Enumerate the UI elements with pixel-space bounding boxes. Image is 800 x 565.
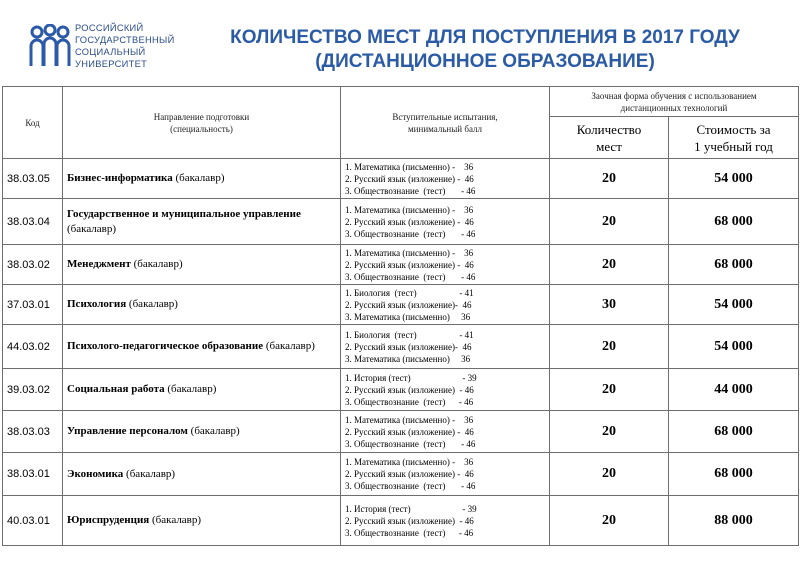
page-title [190,26,780,74]
university-logo [28,20,188,82]
row-direction: Бизнес-информатика (бакалавр) [63,159,341,199]
title-line-1: КОЛИЧЕСТВО МЕСТ ДЛЯ ПОСТУПЛЕНИЯ В 2017 ГОДУ [230,27,740,48]
row-direction: Психолого-педагогическое образование (бакалавр) [63,325,341,369]
row-cost: 44 000 [669,369,799,411]
table-row [3,369,799,411]
row-cost: 88 000 [669,496,799,546]
table-row [3,453,799,496]
table-row [3,159,799,199]
row-cost: 54 000 [669,325,799,369]
row-code: 40.03.01 [3,496,63,546]
row-seats: 20 [550,369,669,411]
title-line-2: (ДИСТАНЦИОННОЕ ОБРАЗОВАНИЕ) [315,51,655,72]
table-row [3,325,799,369]
row-cost: 54 000 [669,285,799,325]
row-exams: 1. Математика (письменно) - 36 2. Русский язык (изложение) - 46 3. Обществознание (тест) - 46 [341,199,550,245]
row-seats: 20 [550,411,669,453]
row-direction: Экономика (бакалавр) [63,453,341,496]
row-direction: Социальная работа (бакалавр) [63,369,341,411]
row-code: 38.03.04 [3,199,63,245]
logo-line-3: СОЦИАЛЬНЫЙ [75,47,146,57]
row-cost: 68 000 [669,199,799,245]
row-seats: 20 [550,199,669,245]
row-seats: 20 [550,245,669,285]
logo-line-4: УНИВЕРСИТЕТ [75,59,148,69]
row-exams: 1. Математика (письменно) - 36 2. Русский язык (изложение) - 46 3. Обществознание (тест) - 46 [341,453,550,496]
row-direction: Психология (бакалавр) [63,285,341,325]
row-code: 44.03.02 [3,325,63,369]
table-row [3,245,799,285]
row-code: 37.03.01 [3,285,63,325]
header-direction: Направление подготовки (специальность) [63,87,341,159]
table-row [3,199,799,245]
row-direction: Юриспруденция (бакалавр) [63,496,341,546]
row-exams: 1. Биология (тест) - 41 2. Русский язык (изложение)- 46 3. Математика (письменно) 36 [341,325,550,369]
table-row [3,285,799,325]
page-header [0,0,800,86]
admission-table [2,86,799,546]
row-direction: Управление персоналом (бакалавр) [63,411,341,453]
row-exams: 1. История (тест) - 39 2. Русский язык (изложение) - 46 3. Обществознание (тест) - 46 [341,496,550,546]
row-exams: 1. Биология (тест) - 41 2. Русский язык (изложение)- 46 3. Математика (письменно) 36 [341,285,550,325]
row-exams: 1. Математика (письменно) - 36 2. Русский язык (изложение) - 46 3. Обществознание (тест) - 46 [341,411,550,453]
header-study-form: Заочная форма обучения с использованием дистанционных технологий [550,87,799,117]
header-code: Код [3,87,63,159]
row-exams: 1. Математика (письменно) - 36 2. Русский язык (изложение) - 46 3. Обществознание (тест) - 46 [341,245,550,285]
table-row [3,496,799,546]
row-code: 38.03.03 [3,411,63,453]
row-code: 38.03.05 [3,159,63,199]
header-cost: Стоимость за 1 учебный год [669,117,799,159]
row-exams: 1. История (тест) - 39 2. Русский язык (изложение) - 46 3. Обществознание (тест) - 46 [341,369,550,411]
header-row [3,87,799,117]
row-seats: 20 [550,496,669,546]
row-code: 39.03.02 [3,369,63,411]
row-cost: 68 000 [669,411,799,453]
row-seats: 20 [550,453,669,496]
row-seats: 20 [550,159,669,199]
table-row [3,411,799,453]
row-direction: Менеджмент (бакалавр) [63,245,341,285]
logo-line-1: РОССИЙСКИЙ [75,23,144,33]
row-seats: 20 [550,325,669,369]
row-code: 38.03.01 [3,453,63,496]
row-exams: 1. Математика (письменно) - 36 2. Русский язык (изложение) - 46 3. Обществознание (тест) - 46 [341,159,550,199]
header-exams: Вступительные испытания, минимальный балл [341,87,550,159]
row-direction: Государственное и муниципальное управление (бакалавр) [63,199,341,245]
row-seats: 30 [550,285,669,325]
people-emblem-icon [28,24,72,68]
row-cost: 68 000 [669,245,799,285]
row-cost: 54 000 [669,159,799,199]
header-seats: Количество мест [550,117,669,159]
logo-line-2: ГОСУДАРСТВЕННЫЙ [75,35,175,45]
row-code: 38.03.02 [3,245,63,285]
row-cost: 68 000 [669,453,799,496]
